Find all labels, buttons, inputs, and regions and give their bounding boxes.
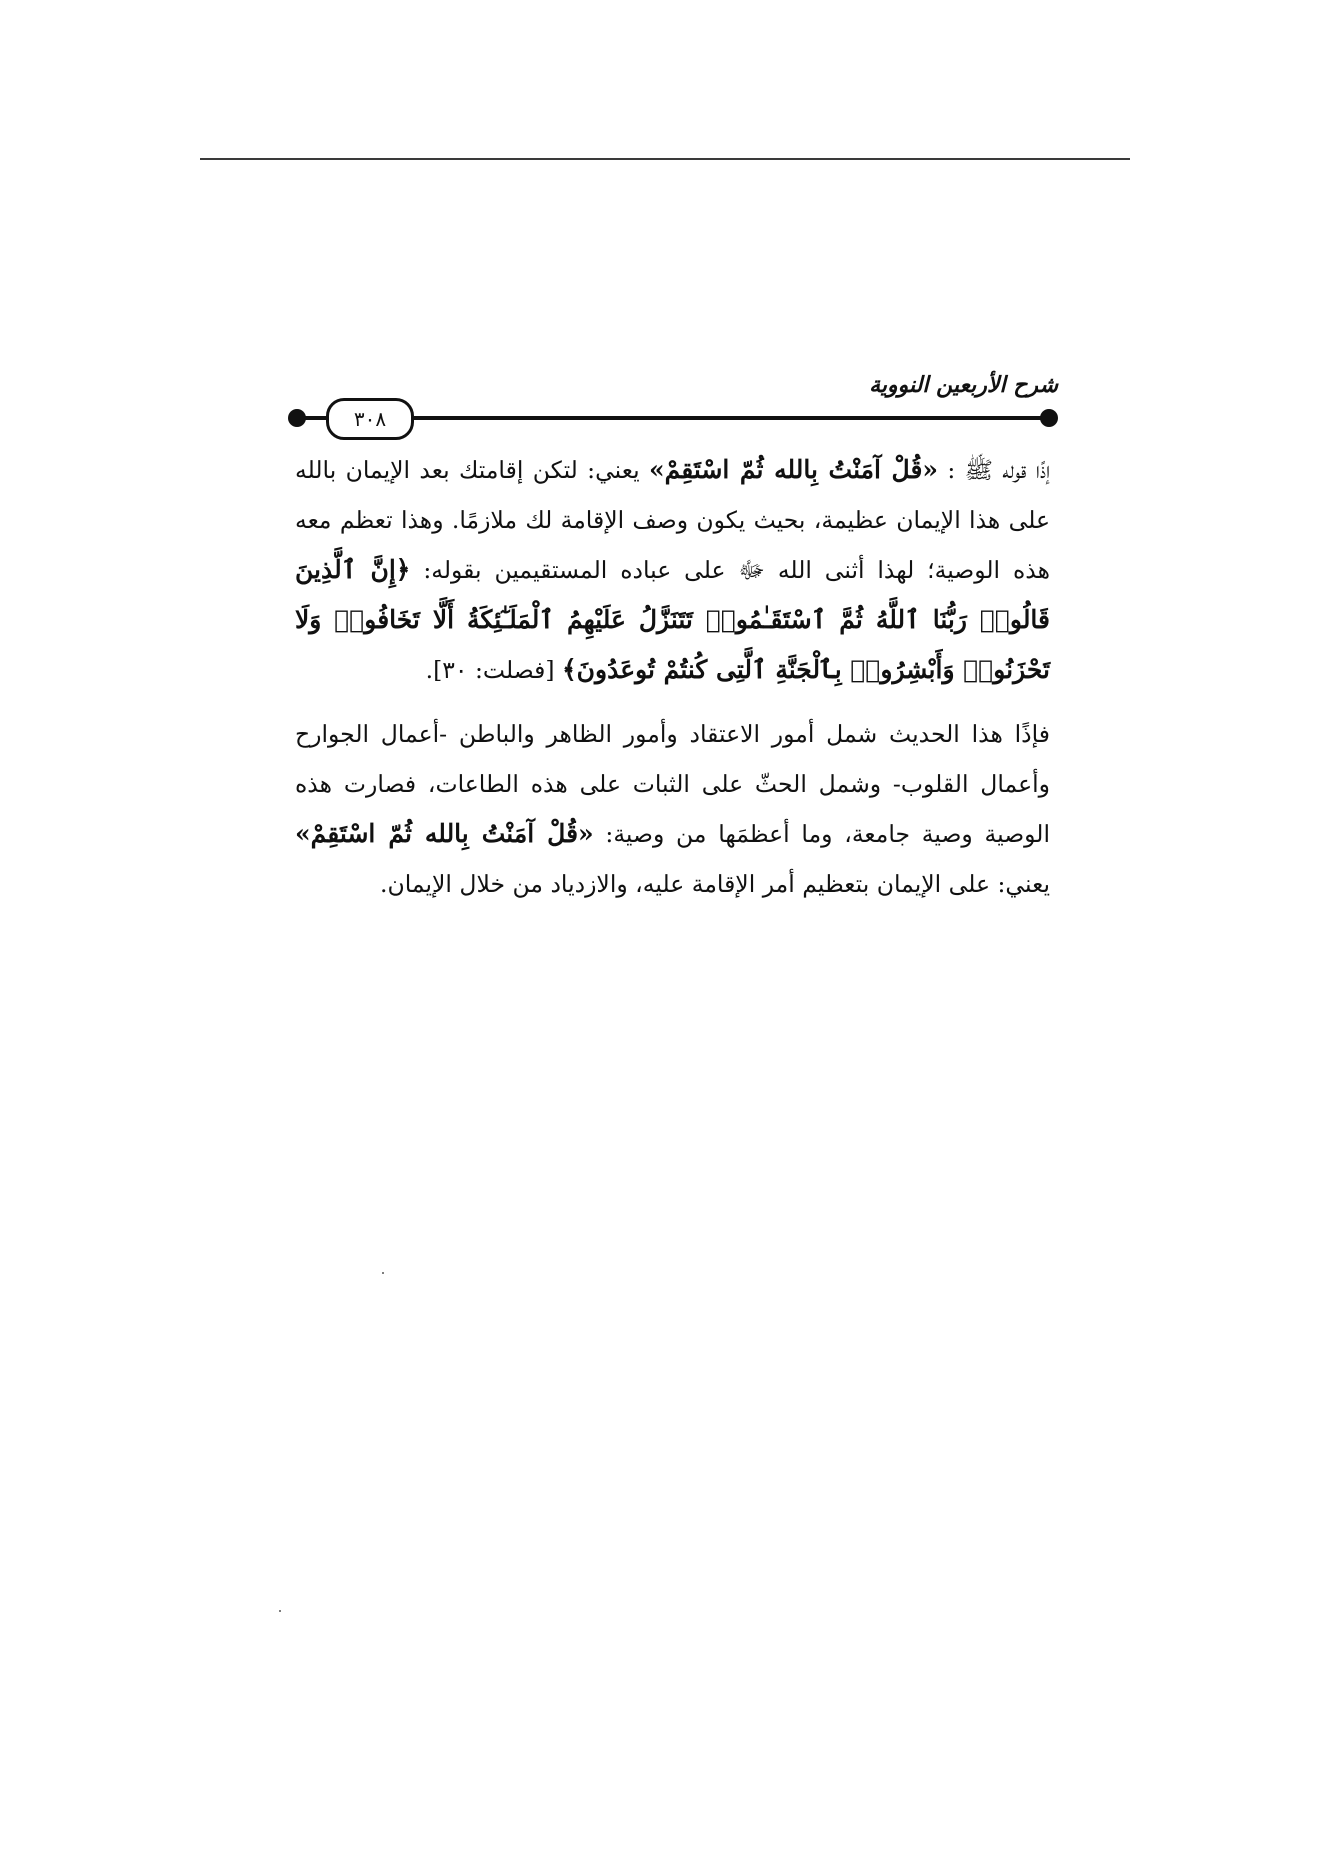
scan-speck [279, 1610, 281, 1612]
page-body [295, 445, 1050, 909]
paragraph-2 [295, 709, 1050, 909]
paragraph-1-text-1: إذًا قوله ﷺ : [938, 456, 1051, 484]
top-horizontal-rule [200, 158, 1130, 160]
page-number: ٣٠٨ [326, 398, 414, 440]
header-left-dot-ornament [288, 409, 306, 427]
hadith-quote-repeat: «قُلْ آمَنْتُ بِالله ثُمّ اسْتَقِمْ» [295, 819, 594, 848]
paragraph-1 [295, 445, 1050, 695]
paragraph-2-text-2: يعني: على الإيمان بتعظيم أمر الإقامة عليه، والازدياد من خلال الإيمان. [380, 870, 1050, 898]
hadith-quote: «قُلْ آمَنْتُ بِالله ثُمّ اسْتَقِمْ» [648, 455, 939, 484]
verse-reference: [فصلت: ٣٠]. [425, 656, 562, 684]
paragraph-1-text-2: يعني: لتكن إقامتك بعد الإيمان بالله على هذا الإيمان عظيمة، بحيث يكون وصف الإقامة لك ملازمًا. وهذا تعظم معه هذه الوصية؛ لهذا أثنى الله ﷻ على عباده المستقيمين بقوله: [295, 456, 1050, 584]
quran-verse: ﴿إِنَّ ٱلَّذِينَ قَالُوا۟ رَبُّنَا ٱللَّهُ ثُمَّ ٱسْتَقَـٰمُوا۟ تَتَنَزَّلُ عَلَيْهِمُ ٱلْمَلَـٰٓئِكَةُ أَلَّا تَخَافُوا۟ وَلَا تَحْزَنُوا۟ وَأَبْشِرُوا۟ بِٱلْجَنَّةِ ٱلَّتِى كُنتُمْ تُوعَدُونَ﴾ [295, 555, 1050, 684]
scan-speck [382, 1272, 384, 1274]
book-title: شرح الأربعين النووية [869, 372, 1058, 398]
paragraph-2-text-1: فإذًا هذا الحديث شمل أمور الاعتقاد وأمور الظاهر والباطن -أعمال الجوارح وأعمال القلوب- وشمل الحثّ على الثبات على هذه الطاعات، فصارت هذه الوصية وصية جامعة، وما أعظمَها من وصية: [295, 720, 1050, 848]
header-right-dot-ornament [1040, 409, 1058, 427]
page-header [288, 370, 1058, 430]
